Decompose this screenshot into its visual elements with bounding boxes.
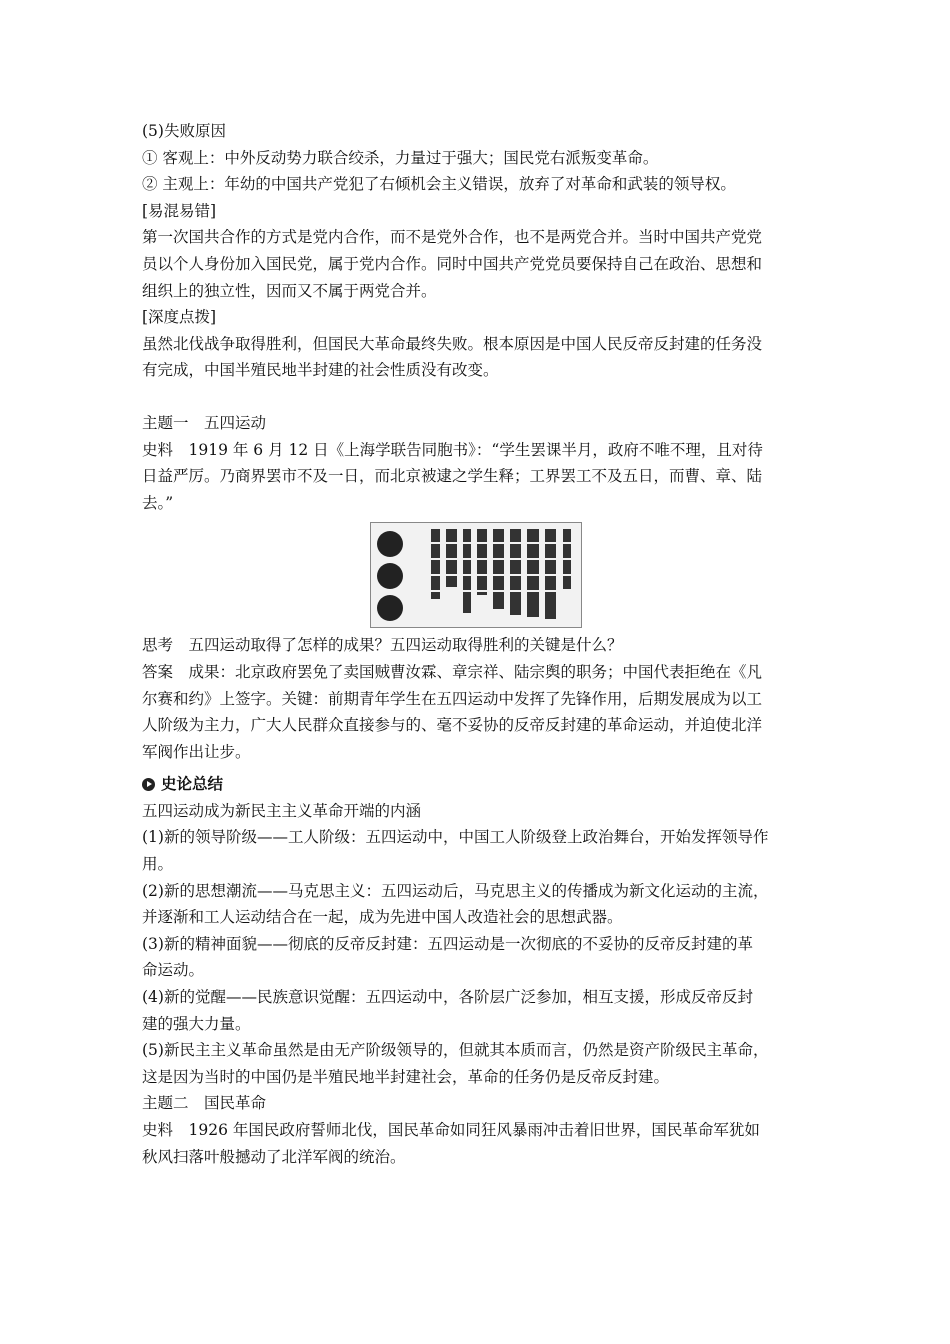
section-title: 史论总结 (161, 775, 224, 794)
newspaper-columns-graphic (371, 523, 581, 627)
paragraph-gap (142, 384, 810, 410)
text-line: 虽然北伐战争取得胜利，但国民大革命最终失败。根本原因是中国人民反帝反封建的任务没 (142, 334, 763, 353)
newspaper-clipping-image (370, 522, 582, 628)
text-line: 员以个人身份加入国民党，属于党内合作。同时中国共产党党员要保持自己在政治、思想和 (142, 254, 763, 273)
text-line: [易混易错] (142, 201, 217, 220)
text-block-reflection-answer (142, 632, 810, 765)
text-line: (1)新的领导阶级——工人阶级：五四运动中，中国工人阶级登上政治舞台，开始发挥领导作 (142, 828, 769, 847)
historical-newspaper-figure (142, 522, 810, 628)
text-line: (2)新的思想潮流——马克思主义：五四运动后，马克思主义的传播成为新文化运动的主流， (142, 881, 769, 900)
text-line: ① 客观上：中外反动势力联合绞杀，力量过于强大；国民党右派叛变革命。 (142, 148, 659, 167)
text-line: (5)新民主主义革命虽然是由无产阶级领导的，但就其本质而言，仍然是资产阶级民主革命， (142, 1041, 769, 1060)
text-block-topic-one (142, 410, 810, 516)
text-line: 组织上的独立性，因而又不属于两党合并。 (142, 281, 437, 300)
text-line: 用。 (142, 855, 174, 874)
text-line: 建的强大力量。 (142, 1014, 251, 1033)
text-line: [深度点拨] (142, 308, 217, 327)
text-line: 这是因为当时的中国仍是半殖民地半封建社会，革命的任务仍是反帝反封建。 (142, 1067, 670, 1086)
text-line: 去。” (142, 493, 174, 512)
text-line: 第一次国共合作的方式是党内合作，而不是党外合作，也不是两党合并。当时中国共产党党 (142, 228, 763, 247)
text-line: 答案 成果：北京政府罢免了卖国贼曹汝霖、章宗祥、陆宗舆的职务；中国代表拒绝在《凡 (142, 662, 763, 681)
text-line: 主题二 国民革命 (142, 1094, 267, 1113)
document-page (142, 118, 810, 1170)
text-line: 命运动。 (142, 961, 205, 980)
text-line: 秋风扫落叶般撼动了北洋军阀的统治。 (142, 1147, 406, 1166)
text-line: ② 主观上：年幼的中国共产党犯了右倾机会主义错误，放弃了对革命和武装的领导权。 (142, 175, 736, 194)
text-block-summary (142, 798, 810, 1170)
text-line: (3)新的精神面貌——彻底的反帝反封建：五四运动是一次彻底的不妥协的反帝反封建的革 (142, 934, 753, 953)
text-line: 日益严厉。乃商界罢市不及一日，而北京被逮之学生释；工界罢工不及五日，而曹、章、陆 (142, 467, 763, 486)
text-line: 人阶级为主力，广大人民群众直接参与的、毫不妥协的反帝反封建的革命运动，并迫使北洋 (142, 716, 763, 735)
text-line: 尔赛和约》上签字。关键：前期青年学生在五四运动中发挥了先锋作用，后期发展成为以工 (142, 689, 763, 708)
text-line: 有完成，中国半殖民地半封建的社会性质没有改变。 (142, 361, 499, 380)
text-block-failure-causes (142, 118, 810, 384)
text-line: 思考 五四运动取得了怎样的成果？五四运动取得胜利的关键是什么？ (142, 636, 623, 655)
text-line: (4)新的觉醒——民族意识觉醒：五四运动中，各阶层广泛参加，相互支援，形成反帝反封 (142, 988, 753, 1007)
text-line: (5)失败原因 (142, 122, 226, 140)
text-line: 军阀作出让步。 (142, 742, 251, 761)
text-line: 史料 1926 年国民政府誓师北伐，国民革命如同狂风暴雨冲击着旧世界，国民革命军犹如 (142, 1121, 760, 1139)
text-line: 主题一 五四运动 (142, 413, 267, 432)
text-line: 五四运动成为新民主主义革命开端的内涵 (142, 801, 422, 820)
text-line: 史料 1919 年 6 月 12 日《上海学联告同胞书》：“学生罢课半月，政府不唯不理，且对待 (142, 440, 763, 459)
section-heading (142, 771, 810, 798)
play-circle-icon (142, 778, 155, 791)
text-line: 并逐渐和工人运动结合在一起，成为先进中国人改造社会的思想武器。 (142, 908, 623, 927)
